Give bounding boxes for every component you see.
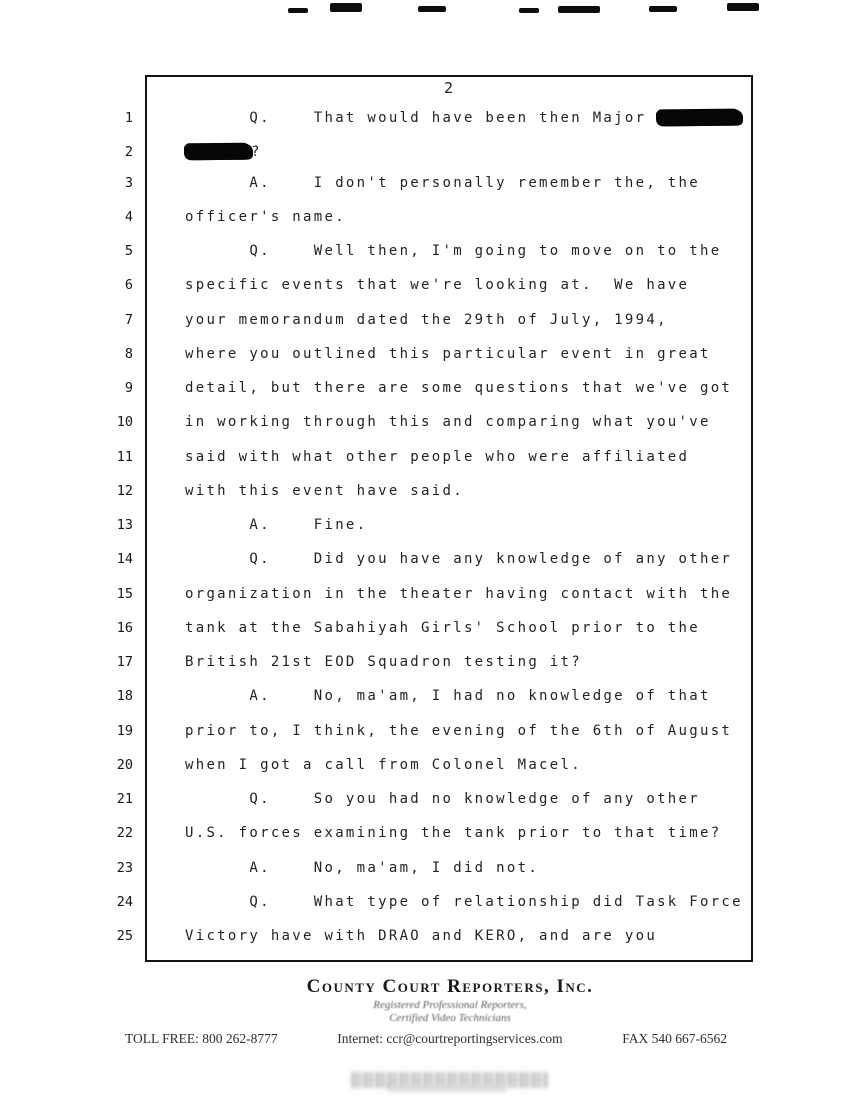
scan-artifact (418, 6, 446, 12)
line-text: U.S. forces examining the tank prior to that time? (185, 825, 722, 842)
line-text: specific events that we're looking at. We have (185, 277, 690, 294)
transcript-line (100, 449, 760, 483)
transcript-line (100, 209, 760, 243)
transcript-line (100, 277, 760, 311)
line-text: Q. Well then, I'm going to move on to the (185, 243, 722, 259)
transcript-line (100, 860, 760, 894)
line-text: Q. What type of relationship did Task Force (185, 893, 743, 910)
transcript-line (100, 346, 760, 380)
transcript-line (100, 654, 760, 688)
line-number: 23 (116, 859, 133, 876)
transcript-line (100, 106, 760, 140)
transcript-line (100, 483, 760, 517)
line-text: with this event have said. (185, 482, 464, 499)
transcript-line (100, 688, 760, 722)
line-text: Q. That would have been then Major (185, 106, 741, 126)
transcript-line (100, 380, 760, 414)
line-number: 1 (124, 110, 133, 126)
line-text: tank at the Sabahiyah Girls' School prior to the (185, 619, 700, 636)
line-text: Q. Did you have any knowledge of any other (185, 551, 733, 568)
line-text: A. Fine. (185, 517, 368, 533)
transcript-line (100, 517, 760, 551)
line-number: 20 (116, 756, 133, 773)
company-tagline-line1: Registered Professional Reporters, (373, 999, 527, 1011)
line-text: A. I don't personally remember the, the (185, 174, 700, 191)
line-number: 22 (116, 825, 133, 842)
transcript-line (100, 586, 760, 620)
transcript-line (100, 312, 760, 346)
transcript-line (100, 414, 760, 448)
line-number: 10 (116, 414, 133, 431)
scan-artifact (288, 8, 308, 13)
line-text: where you outlined this particular event in great (185, 345, 711, 362)
court-reporter-company-name: County Court Reporters, Inc. (306, 976, 594, 997)
transcript-line (100, 825, 760, 859)
line-number: 2 (124, 144, 133, 161)
line-number: 17 (116, 654, 133, 670)
line-text: officer's name. (185, 208, 346, 225)
line-number: 16 (116, 619, 133, 636)
transcript-line (100, 894, 760, 928)
line-text: said with what other people who were affiliated (185, 448, 690, 465)
line-number: 18 (116, 688, 133, 705)
page-number: 2 (443, 79, 455, 97)
line-text: organization in the theater having contact with the (185, 585, 733, 602)
transcript-line (100, 723, 760, 757)
scan-artifact-blurred-text (388, 1084, 508, 1092)
line-number: 6 (124, 277, 133, 294)
line-number: 4 (124, 208, 133, 225)
line-number: 8 (124, 345, 133, 362)
scan-artifact (649, 6, 677, 12)
line-text: A. No, ma'am, I did not. (185, 859, 540, 876)
line-text: Q. So you had no knowledge of any other (185, 791, 700, 807)
line-number: 19 (116, 722, 133, 739)
redaction-bar (185, 143, 251, 160)
line-number: 11 (116, 448, 133, 465)
transcript-line (100, 551, 760, 585)
line-number: 21 (116, 791, 133, 807)
line-number: 12 (116, 482, 133, 499)
scan-artifact (330, 3, 362, 12)
line-number: 9 (124, 380, 133, 396)
scan-artifact (519, 8, 539, 13)
company-tagline-line2: Certified Video Technicians (389, 1012, 511, 1024)
line-number: 7 (124, 311, 133, 328)
line-number: 5 (124, 243, 133, 259)
scan-artifact (558, 6, 600, 13)
line-text: A. No, ma'am, I had no knowledge of that (185, 688, 711, 705)
transcript-lines (100, 106, 760, 962)
transcript-line (100, 757, 760, 791)
line-text: when I got a call from Colonel Macel. (185, 756, 582, 773)
transcript-line (100, 140, 760, 174)
line-number: 3 (124, 174, 133, 191)
scan-artifact (727, 3, 759, 11)
line-text: your memorandum dated the 29th of July, 1994, (185, 311, 668, 328)
transcript-line (100, 243, 760, 277)
line-number: 14 (116, 551, 133, 568)
redaction-bar (657, 109, 741, 126)
line-number: 13 (116, 517, 133, 533)
line-text: ? (185, 140, 262, 160)
transcript-line (100, 175, 760, 209)
line-text: in working through this and comparing what you've (185, 414, 711, 431)
footer-contact-line (125, 1031, 727, 1047)
transcript-line (100, 620, 760, 654)
internet-email: Internet: ccr@courtreportingservices.com (337, 1031, 563, 1046)
toll-free-number: TOLL FREE: 800 262-8777 (125, 1031, 278, 1046)
fax-number: FAX 540 667-6562 (622, 1031, 727, 1046)
line-text: detail, but there are some questions that we've got (185, 380, 733, 396)
line-number: 24 (116, 893, 133, 910)
line-number: 25 (116, 928, 133, 944)
line-text: prior to, I think, the evening of the 6th of August (185, 722, 733, 739)
line-number: 15 (116, 585, 133, 602)
line-text: Victory have with DRAO and KERO, and are you (185, 928, 658, 944)
transcript-line (100, 928, 760, 962)
line-text: British 21st EOD Squadron testing it? (185, 654, 582, 670)
transcript-line (100, 791, 760, 825)
